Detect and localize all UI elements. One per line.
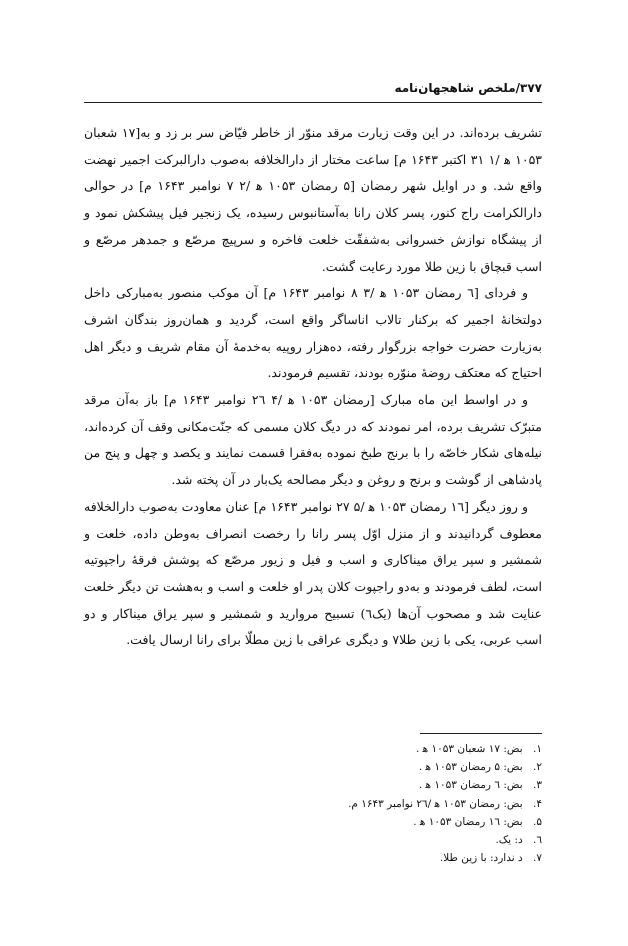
footnote-item — [84, 740, 542, 758]
footnote-number: ۳. — [533, 779, 542, 792]
footnote-text: بض: ۱۷ شعبان ۱۰۵۳ ه‍ . — [415, 743, 523, 755]
footnote-divider — [420, 733, 542, 734]
footnote-text: د ندارد: با زین طلا. — [439, 852, 523, 865]
footnote-item — [84, 831, 542, 849]
footnote-number: ۴. — [533, 797, 542, 810]
footnote-number: ۵. — [533, 815, 542, 828]
page-title: ۳۷۷/ملخص شاهجهان‌نامه — [394, 81, 542, 95]
footnote-item — [84, 758, 542, 776]
footnote-text: د: یک. — [495, 834, 523, 847]
paragraph: تشریف برده‌اند. در این وقت زیارت مرقد منوّر از خاطر فیّاض سر بر زد و به[۱۷ شعبان ۱۰۵۳ ه‍ /۱ ۳۱ اکتبر ۱۶۴۳ م] ساعت مختار از دارالخلافه به‌صوب دارالبرکت اجمیر نهضت واقع شد. و در اوایل شهر رمضان [۵ رمضان ۱۰۵۳ ه‍ /۲ ۷ نوامبر ۱۶۴۳ م] در حوالی دارالکرامت راج کنور، پسر کلان رانا به‌آستانبوس رسیده، یک زنجیر فیل پیشکش نمود و از پیشگاه نوازش خسروانی به‌شفقّت خلعت فاخره و سرپیچ مرصّع و جمدهر مرصّع و اسب قبچاق با زین طلا مورد رعایت گشت. — [84, 125, 542, 274]
footnote-number: ۷. — [533, 852, 542, 865]
running-header — [84, 78, 542, 100]
footnote-item — [84, 795, 542, 813]
main-text — [84, 120, 542, 654]
header-divider — [84, 102, 542, 103]
footnote-number: ٦. — [533, 834, 542, 847]
footnote-text: بض: ٦ رمضان ۱۰۵۳ ه‍ . — [418, 779, 523, 792]
footnote-text: بض: ۱٦ رمضان ۱۰۵۳ ه‍ . — [413, 815, 523, 828]
footnote-number: ۲. — [533, 761, 542, 774]
footnote-number: ۱. — [533, 743, 542, 755]
footnote-item — [84, 849, 542, 867]
footnote-item — [84, 776, 542, 794]
footnote-text: بض: ۵ رمضان ۱۰۵۳ ه‍ . — [418, 761, 523, 774]
footnotes — [84, 740, 542, 867]
paragraph: و فردای [٦ رمضان ۱۰۵۳ ه‍ /۳ ۸ نوامبر ۱۶۴۳ م] آن موکب منصور به‌مبارکی داخل دولتخانهٔ اجمیر که برکنار تالاب اناساگر واقع است، گردید و همان‌روز بندگان اشرف به‌زیارت حضرت خواجه بزرگوار رفته، ده‌هزار روپیه به‌خدمهٔ آن مقام شریف و دیگر اهل احتیاج که معتکف روضهٔ منوّره بودند، تقسیم فرمودند. — [84, 285, 542, 381]
footnote-item — [84, 813, 542, 831]
footnote-text: بض: رمضان ۱۰۵۳ ه‍ /۲٦ نوامبر ۱۶۴۳ م. — [348, 797, 523, 810]
paragraph: و روز دیگر [۱٦ رمضان ۱۰۵۳ ه‍ /۵ ۲۷ نوامبر ۱۶۴۳ م] عنان معاودت به‌صوب دارالخلافه معطوف گردانیدند و از منزل اوّل پسر رانا را رخصت انصراف به‌وطن داده، خلعت و شمشیر و سپر یراق میناکاری و اسب و فیل و زیور مرصّع که پوشش فرقهٔ راجپوتیه است، لطف فرمودند و به‌دو راجپوت کلان پدر او خلعت و اسب و به‌هشت تن دیگر خلعت عنایت شد و مصحوب آن‌ها (یک٦) تسبیح مروارید و شمشیر و سپر یراق میناکار و دو اسب عربی، یکی با زین طلا۷ و دیگری عراقی با زین مطلّا برای رانا ارسال یافت. — [84, 498, 542, 648]
paragraph: و در اواسط این ماه مبارک [رمضان ۱۰۵۳ ه‍ /۴ ۲٦ نوامبر ۱۶۴۳ م] باز به‌آن مرقد متبرّک تشریف برده، امر نمودند که در دیگ کلان مسمی که جنّت‌مکانی وقف آن کرده‌اند، نیله‌های شکار خاصّه را با برنج طبخ نموده به‌فقرا قسمت نمایند و یکصد و چهل و پنج من پادشاهی از گوشت و برنج و روغن و دیگر مصالحه یک‌بار در آن پخته شد. — [84, 392, 542, 488]
